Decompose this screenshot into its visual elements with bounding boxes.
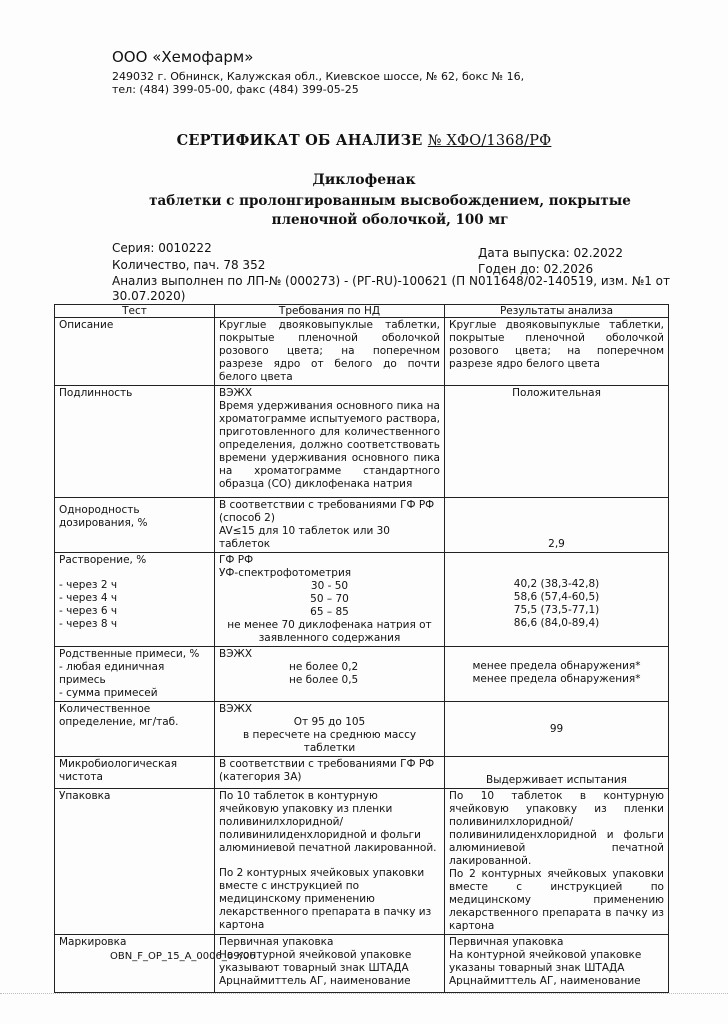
result-text: 99 [445, 702, 669, 757]
result-paragraph: По 2 контурных ячейковых упаковки вместе с инструкцией по медицинскому применению лекарственного препарата в пачку из картона [449, 868, 664, 932]
test-subitem: - сумма примесей [59, 687, 158, 699]
result-value: 40,2 (38,3-42,8) [513, 578, 600, 590]
test-name-cell [55, 757, 215, 789]
requirement-text: Время удерживания основного пика на хроматограмме испытуемого раствора, приготовленного для количественного определения, должно соответствовать времени удерживания основного пика на хроматограмме стандартного образца (СО) диклофенака натрия [219, 400, 440, 490]
requirement-range: 30 - 50 [310, 580, 349, 592]
result-cell [445, 935, 669, 993]
table-row-assay [55, 702, 669, 757]
result-cell [445, 647, 669, 702]
requirement-paragraph: По 2 контурных ячейковых упаковки вместе с инструкцией по медицинскому применению лекарственного препарата в пачку из картона [219, 867, 432, 931]
requirement-cell [215, 789, 445, 935]
requirement-range: заявленного содержания [258, 632, 401, 644]
requirement-range: 65 – 85 [310, 606, 349, 618]
result-text: Положительная [445, 386, 669, 498]
test-subitem: - любая единичная примесь [59, 661, 165, 686]
document-code: OBN_F_OP_15_A_0006_09/06 [110, 951, 256, 962]
requirement-cell [215, 386, 445, 498]
test-name-cell [55, 702, 215, 757]
requirement-range: 50 – 70 [310, 593, 349, 605]
requirement-paragraph: По 10 таблеток в контурную ячейковую упаковку из пленки поливинилхлоридной/ поливинилиденхлоридной и фольги алюминиевой печатной лакированной. [219, 790, 437, 854]
requirement-note: в пересчете на среднюю массу таблетки [242, 729, 417, 754]
test-name-cell [55, 498, 215, 553]
requirement-method: ВЭЖХ [219, 387, 253, 399]
requirement-text: Круглые двояковыпуклые таблетки, покрытые пленочной оболочкой розового цвета; на поперечном разрезе ядро от белого до почти белого цвета [215, 318, 445, 386]
analysis-table [54, 304, 669, 993]
test-name-unit: определение, мг/таб. [59, 716, 179, 728]
requirement-cell [215, 498, 445, 553]
table-row-dissolution [55, 553, 669, 647]
requirement-method: ВЭЖХ [219, 703, 253, 715]
test-name-cell [55, 553, 215, 647]
analysis-method: Анализ выполнен по ЛП-№ (000273) - (РГ-RU)-100621 (П N011648/02-140519, изм. №1 от 30.07.2020) [112, 274, 670, 303]
test-name: Маркировка [55, 935, 215, 993]
test-name: Количественное [59, 703, 151, 715]
table-row-marking [55, 935, 669, 993]
requirement-line: В соответствии с требованиями ГФ РФ [219, 758, 435, 770]
requirement-line: AV≤15 для 10 таблеток или 30 таблеток [219, 525, 390, 550]
result-value: 58,6 (57,4-60,5) [513, 591, 600, 603]
result-paragraph: По 10 таблеток в контурную ячейковую упаковку из пленки поливинилхлоридной/ поливинилиденхлоридной и фольги алюминиевой печатной лакированной. [449, 790, 664, 867]
requirement-cell [215, 647, 445, 702]
test-name: Родственные примеси, % [59, 648, 200, 660]
product-name: Диклофенак [312, 172, 416, 188]
test-name: Растворение, % [59, 554, 147, 566]
requirement-cell [215, 553, 445, 647]
company-name: ООО «Хемофарм» [112, 48, 254, 66]
result-value: 75,5 (73,5-77,1) [513, 604, 600, 616]
table-row-uniformity [55, 498, 669, 553]
requirement-line: (способ 2) [219, 512, 275, 524]
requirement-limit: не более 0,2 [289, 661, 359, 673]
result-value: менее предела обнаружения* [472, 660, 641, 672]
result-value: менее предела обнаружения* [472, 673, 641, 685]
certificate-number: № ХФО/1368/РФ [427, 133, 552, 149]
test-name: Описание [55, 318, 215, 386]
requirement-cell [215, 702, 445, 757]
header-requirements: Требования по НД [215, 305, 445, 318]
result-text: Выдерживает испытания [445, 757, 669, 789]
batch-quantity: Количество, пач. 78 352 [112, 258, 266, 272]
requirement-line: УФ-спектрофотометрия [219, 567, 352, 579]
table-row-micro [55, 757, 669, 789]
requirement-range: От 95 до 105 [293, 716, 366, 728]
expiry-date: Годен до: 02.2026 [478, 262, 594, 276]
result-text: Круглые двояковыпуклые таблетки, покрытые пленочной оболочкой розового цвета; на поперечном разрезе ядро белого цвета [445, 318, 669, 386]
requirement-range: не менее 70 диклофенака натрия от [227, 619, 432, 631]
requirement-method: ВЭЖХ [219, 648, 253, 660]
result-cell [445, 553, 669, 647]
requirement-limit: не более 0,5 [289, 674, 359, 686]
requirement-line: ГФ РФ [219, 554, 254, 566]
requirement-line: (категория 3А) [219, 771, 302, 783]
result-line: Первичная упаковка [449, 936, 564, 948]
requirement-line: На контурной ячейковой упаковке указывают товарный знак ШТАДА Арцнаймиттель АГ, наименование [219, 949, 412, 987]
test-name-cont: чистота [59, 771, 103, 783]
certificate-title [0, 132, 728, 149]
result-cell [445, 789, 669, 935]
requirement-cell [215, 935, 445, 993]
timepoint: - через 8 ч [59, 618, 118, 630]
test-name: Подлинность [55, 386, 215, 498]
requirement-line: Первичная упаковка [219, 936, 334, 948]
header-test: Тест [55, 305, 215, 318]
test-name: Упаковка [55, 789, 215, 935]
timepoint: - через 2 ч [59, 579, 118, 591]
table-row-impurities [55, 647, 669, 702]
batch-series: Серия: 0010222 [112, 241, 212, 255]
timepoint: - через 6 ч [59, 605, 118, 617]
table-row-identity [55, 386, 669, 498]
requirement-line: В соответствии с требованиями ГФ РФ [219, 499, 435, 511]
certificate-title-text: СЕРТИФИКАТ ОБ АНАЛИЗЕ [176, 132, 423, 149]
header-results: Результаты анализа [445, 305, 669, 318]
table-row-description [55, 318, 669, 386]
scan-edge-divider [0, 993, 728, 994]
test-name-cell [55, 647, 215, 702]
test-name: Микробиологическая [59, 758, 178, 770]
result-value: 86,6 (84,0-89,4) [513, 617, 600, 629]
requirement-cell [215, 757, 445, 789]
result-line: На контурной ячейковой упаковке указаны товарный знак ШТАДА Арцнаймиттель АГ, наименование [449, 949, 642, 987]
test-name-unit: дозирования, % [59, 517, 148, 529]
timepoint: - через 4 ч [59, 592, 118, 604]
test-name: Однородность [59, 504, 140, 516]
product-description: таблетки с пролонгированным высвобождением, покрытые пленочной оболочкой, 100 мг [149, 193, 631, 228]
company-address: 249032 г. Обнинск, Калужская обл., Киевское шоссе, № 62, бокс № 16, [112, 70, 525, 83]
table-row-packaging [55, 789, 669, 935]
result-text: 2,9 [445, 498, 669, 553]
company-phones: тел: (484) 399-05-00, факс (484) 399-05-25 [112, 83, 359, 96]
release-date: Дата выпуска: 02.2022 [478, 246, 624, 260]
table-header-row [55, 305, 669, 318]
